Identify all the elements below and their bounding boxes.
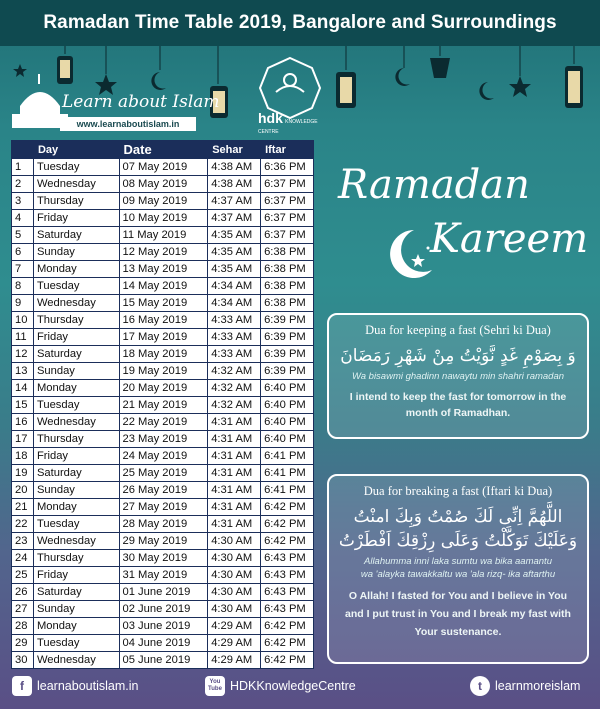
row-sehar: 4:35 AM <box>208 227 261 244</box>
row-iftar: 6:43 PM <box>261 584 314 601</box>
row-iftar: 6:41 PM <box>261 448 314 465</box>
row-number: 17 <box>12 431 34 448</box>
row-sehar: 4:31 AM <box>208 516 261 533</box>
dua-iftar-transliteration-line2: wa 'alayka tawakkaltu wa 'ala rizq- ika aftarthu <box>360 569 556 580</box>
row-iftar: 6:38 PM <box>261 261 314 278</box>
row-sehar: 4:31 AM <box>208 499 261 516</box>
table-row <box>12 278 314 295</box>
row-day: Thursday <box>33 431 119 448</box>
table-row <box>12 448 314 465</box>
table-row <box>12 244 314 261</box>
table-row <box>12 652 314 669</box>
row-number: 4 <box>12 210 34 227</box>
row-day: Tuesday <box>33 278 119 295</box>
row-date: 01 June 2019 <box>119 584 208 601</box>
hdk-name: hdk <box>258 110 283 126</box>
row-iftar: 6:42 PM <box>261 652 314 669</box>
row-iftar: 6:37 PM <box>261 193 314 210</box>
row-iftar: 6:39 PM <box>261 363 314 380</box>
timetable-header <box>12 141 314 159</box>
row-iftar: 6:42 PM <box>261 635 314 652</box>
table-row <box>12 312 314 329</box>
row-date: 20 May 2019 <box>119 380 208 397</box>
row-date: 02 June 2019 <box>119 601 208 618</box>
row-number: 20 <box>12 482 34 499</box>
youtube-icon: You Tube <box>205 676 225 696</box>
row-sehar: 4:37 AM <box>208 210 261 227</box>
row-date: 24 May 2019 <box>119 448 208 465</box>
row-number: 8 <box>12 278 34 295</box>
row-date: 13 May 2019 <box>119 261 208 278</box>
row-sehar: 4:31 AM <box>208 465 261 482</box>
dua-iftar-arabic-line2: وَعَلَيْكَ تَوَكَّلْتُ وَعَلَى رِزْقِكَ اَفْطَرْتُ <box>338 531 578 551</box>
row-sehar: 4:30 AM <box>208 601 261 618</box>
row-day: Sunday <box>33 601 119 618</box>
row-sehar: 4:30 AM <box>208 533 261 550</box>
row-day: Wednesday <box>33 652 119 669</box>
dua-iftar-transliteration-line1: Allahumma inni laka sumtu wa bika aamantu <box>364 556 552 567</box>
row-day: Monday <box>33 380 119 397</box>
row-sehar: 4:33 AM <box>208 346 261 363</box>
table-row <box>12 635 314 652</box>
row-sehar: 4:30 AM <box>208 550 261 567</box>
row-day: Sunday <box>33 363 119 380</box>
row-number: 24 <box>12 550 34 567</box>
row-sehar: 4:31 AM <box>208 414 261 431</box>
footer-facebook-label: learnaboutislam.in <box>37 679 139 693</box>
table-row <box>12 465 314 482</box>
row-iftar: 6:40 PM <box>261 397 314 414</box>
table-row <box>12 261 314 278</box>
row-date: 27 May 2019 <box>119 499 208 516</box>
row-number: 30 <box>12 652 34 669</box>
row-sehar: 4:34 AM <box>208 295 261 312</box>
row-sehar: 4:35 AM <box>208 261 261 278</box>
row-sehar: 4:29 AM <box>208 652 261 669</box>
row-date: 31 May 2019 <box>119 567 208 584</box>
table-row <box>12 176 314 193</box>
row-day: Wednesday <box>33 414 119 431</box>
row-day: Sunday <box>33 482 119 499</box>
row-day: Tuesday <box>33 516 119 533</box>
row-sehar: 4:30 AM <box>208 567 261 584</box>
row-iftar: 6:39 PM <box>261 329 314 346</box>
row-number: 1 <box>12 159 34 176</box>
row-number: 25 <box>12 567 34 584</box>
header-iftar: Iftar <box>261 141 314 159</box>
row-number: 28 <box>12 618 34 635</box>
row-number: 14 <box>12 380 34 397</box>
row-day: Thursday <box>33 550 119 567</box>
row-number: 7 <box>12 261 34 278</box>
header-sehar: Sehar <box>208 141 261 159</box>
row-day: Friday <box>33 448 119 465</box>
row-sehar: 4:31 AM <box>208 448 261 465</box>
table-row <box>12 227 314 244</box>
table-row <box>12 516 314 533</box>
row-number: 29 <box>12 635 34 652</box>
dua-sehri-meaning: I intend to keep the fast for tomorrow in the month of Ramadhan. <box>349 391 567 419</box>
table-row <box>12 346 314 363</box>
table-row <box>12 601 314 618</box>
page-title: Ramadan Time Table 2019, Bangalore and Surroundings <box>43 12 557 33</box>
row-date: 25 May 2019 <box>119 465 208 482</box>
row-sehar: 4:33 AM <box>208 312 261 329</box>
row-date: 16 May 2019 <box>119 312 208 329</box>
dua-iftar-title: Dua for breaking a fast (Iftari ki Dua) <box>363 484 553 498</box>
table-row <box>12 193 314 210</box>
row-number: 23 <box>12 533 34 550</box>
row-date: 14 May 2019 <box>119 278 208 295</box>
row-sehar: 4:29 AM <box>208 635 261 652</box>
row-date: 21 May 2019 <box>119 397 208 414</box>
hdk-subtitle: KNOWLEDGE CENTRE <box>258 119 318 135</box>
table-row <box>12 567 314 584</box>
row-number: 3 <box>12 193 34 210</box>
row-sehar: 4:34 AM <box>208 278 261 295</box>
table-row <box>12 329 314 346</box>
row-sehar: 4:38 AM <box>208 159 261 176</box>
row-iftar: 6:39 PM <box>261 346 314 363</box>
footer-youtube[interactable] <box>205 676 356 696</box>
row-date: 30 May 2019 <box>119 550 208 567</box>
footer-youtube-label: HDKKnowledgeCentre <box>230 679 356 693</box>
greeting-ramadan: Ramadan <box>338 162 530 208</box>
crescent-moon-icon <box>388 228 436 280</box>
row-day: Friday <box>33 329 119 346</box>
row-date: 22 May 2019 <box>119 414 208 431</box>
row-sehar: 4:29 AM <box>208 618 261 635</box>
row-number: 18 <box>12 448 34 465</box>
row-date: 03 June 2019 <box>119 618 208 635</box>
row-date: 09 May 2019 <box>119 193 208 210</box>
row-day: Thursday <box>33 312 119 329</box>
learn-about-islam-logo-text: Learn about Islam <box>62 92 220 112</box>
row-day: Monday <box>33 261 119 278</box>
row-day: Tuesday <box>33 397 119 414</box>
row-iftar: 6:40 PM <box>261 431 314 448</box>
row-day: Thursday <box>33 193 119 210</box>
table-row <box>12 210 314 227</box>
row-iftar: 6:43 PM <box>261 550 314 567</box>
row-day: Saturday <box>33 346 119 363</box>
row-date: 07 May 2019 <box>119 159 208 176</box>
row-iftar: 6:42 PM <box>261 618 314 635</box>
header-date: Date <box>119 141 208 159</box>
dua-sehri-box <box>327 313 589 439</box>
row-iftar: 6:40 PM <box>261 380 314 397</box>
row-date: 04 June 2019 <box>119 635 208 652</box>
row-day: Monday <box>33 499 119 516</box>
hdk-logo-text <box>258 110 328 135</box>
row-day: Sunday <box>33 244 119 261</box>
row-sehar: 4:31 AM <box>208 431 261 448</box>
row-number: 11 <box>12 329 34 346</box>
row-number: 6 <box>12 244 34 261</box>
row-number: 13 <box>12 363 34 380</box>
dua-iftar-box <box>327 474 589 664</box>
row-number: 22 <box>12 516 34 533</box>
row-date: 12 May 2019 <box>119 244 208 261</box>
row-number: 5 <box>12 227 34 244</box>
row-iftar: 6:37 PM <box>261 176 314 193</box>
row-date: 05 June 2019 <box>119 652 208 669</box>
row-iftar: 6:37 PM <box>261 210 314 227</box>
table-row <box>12 363 314 380</box>
row-date: 19 May 2019 <box>119 363 208 380</box>
row-iftar: 6:42 PM <box>261 533 314 550</box>
dua-sehri-arabic: وَ بِصَوْمِ غَدٍ نَّوَيْتُ مِنْ شَهْرِ رَمَضَانَ <box>340 346 576 366</box>
table-row <box>12 159 314 176</box>
table-row <box>12 482 314 499</box>
row-day: Wednesday <box>33 176 119 193</box>
row-sehar: 4:32 AM <box>208 380 261 397</box>
row-day: Tuesday <box>33 159 119 176</box>
dua-sehri-transliteration: Wa bisawmi ghadinn nawaytu min shahri ramadan <box>351 371 565 382</box>
table-row <box>12 380 314 397</box>
row-iftar: 6:38 PM <box>261 278 314 295</box>
row-iftar: 6:42 PM <box>261 499 314 516</box>
table-row <box>12 414 314 431</box>
row-sehar: 4:35 AM <box>208 244 261 261</box>
row-number: 12 <box>12 346 34 363</box>
row-date: 08 May 2019 <box>119 176 208 193</box>
twitter-icon: t <box>470 676 490 696</box>
greeting-kareem: Kareem <box>430 216 589 262</box>
row-number: 15 <box>12 397 34 414</box>
row-date: 18 May 2019 <box>119 346 208 363</box>
row-day: Tuesday <box>33 635 119 652</box>
row-day: Wednesday <box>33 295 119 312</box>
row-sehar: 4:37 AM <box>208 193 261 210</box>
dua-iftar-arabic-line1: اللَّهُمَّ اِنِّى لَكَ صُمْتُ وَبِكَ امنْتُ <box>353 507 563 527</box>
row-number: 26 <box>12 584 34 601</box>
row-iftar: 6:39 PM <box>261 312 314 329</box>
table-row <box>12 550 314 567</box>
learn-about-islam-url: www.learnaboutislam.in <box>60 117 196 131</box>
title-bar <box>0 0 600 46</box>
timetable <box>11 140 314 669</box>
row-iftar: 6:42 PM <box>261 516 314 533</box>
row-day: Saturday <box>33 465 119 482</box>
row-sehar: 4:32 AM <box>208 397 261 414</box>
row-date: 15 May 2019 <box>119 295 208 312</box>
row-date: 26 May 2019 <box>119 482 208 499</box>
row-date: 29 May 2019 <box>119 533 208 550</box>
footer-twitter-label: learnmoreislam <box>495 679 581 693</box>
row-day: Saturday <box>33 227 119 244</box>
row-iftar: 6:36 PM <box>261 159 314 176</box>
row-day: Saturday <box>33 584 119 601</box>
row-iftar: 6:43 PM <box>261 567 314 584</box>
table-row <box>12 584 314 601</box>
table-row <box>12 295 314 312</box>
row-iftar: 6:41 PM <box>261 482 314 499</box>
row-day: Wednesday <box>33 533 119 550</box>
row-date: 28 May 2019 <box>119 516 208 533</box>
row-day: Monday <box>33 618 119 635</box>
header-day: Day <box>33 141 119 159</box>
row-sehar: 4:38 AM <box>208 176 261 193</box>
row-iftar: 6:38 PM <box>261 295 314 312</box>
row-sehar: 4:30 AM <box>208 584 261 601</box>
row-number: 27 <box>12 601 34 618</box>
row-date: 23 May 2019 <box>119 431 208 448</box>
timetable-body <box>12 159 314 669</box>
row-number: 10 <box>12 312 34 329</box>
row-iftar: 6:37 PM <box>261 227 314 244</box>
row-day: Friday <box>33 210 119 227</box>
header-num <box>12 141 34 159</box>
row-number: 16 <box>12 414 34 431</box>
row-sehar: 4:33 AM <box>208 329 261 346</box>
row-number: 9 <box>12 295 34 312</box>
row-number: 2 <box>12 176 34 193</box>
row-iftar: 6:41 PM <box>261 465 314 482</box>
row-iftar: 6:43 PM <box>261 601 314 618</box>
footer <box>0 672 600 702</box>
footer-facebook[interactable] <box>12 676 138 696</box>
table-row <box>12 499 314 516</box>
row-date: 11 May 2019 <box>119 227 208 244</box>
footer-twitter[interactable] <box>470 676 580 696</box>
table-row <box>12 431 314 448</box>
table-row <box>12 618 314 635</box>
row-date: 17 May 2019 <box>119 329 208 346</box>
row-sehar: 4:31 AM <box>208 482 261 499</box>
row-number: 19 <box>12 465 34 482</box>
dua-sehri-title: Dua for keeping a fast (Sehri ki Dua) <box>365 323 551 337</box>
table-row <box>12 397 314 414</box>
row-iftar: 6:38 PM <box>261 244 314 261</box>
row-date: 10 May 2019 <box>119 210 208 227</box>
row-iftar: 6:40 PM <box>261 414 314 431</box>
facebook-icon: f <box>12 676 32 696</box>
table-row <box>12 533 314 550</box>
row-day: Friday <box>33 567 119 584</box>
row-number: 21 <box>12 499 34 516</box>
row-sehar: 4:32 AM <box>208 363 261 380</box>
dua-iftar-meaning: O Allah! I fasted for You and I believe in You and I put trust in You and I break my fast with Your sustenance. <box>345 590 571 638</box>
